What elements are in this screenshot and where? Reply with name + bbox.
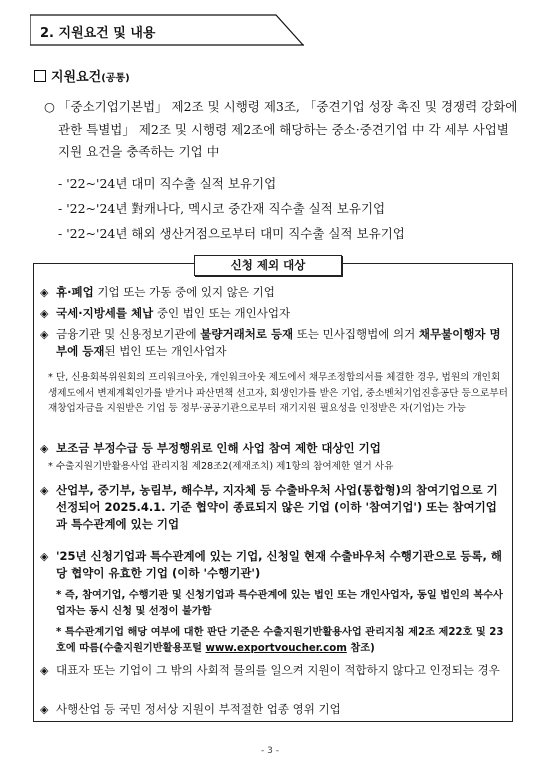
diamond-bullet-icon: ◈ xyxy=(40,307,49,320)
diamond-bullet-icon: ◈ xyxy=(40,484,49,497)
exclusion-item: ◈ 사행산업 등 국민 정서상 지원이 부적절한 업종 영위 기업 xyxy=(40,702,341,716)
exclusion-item: ◈ 금융기관 및 신용정보기관에 불량거래처로 등재 또는 민사집행법에 의거 채무불이행자 명부에 등재된 법인 또는 개인사업자 xyxy=(40,327,501,358)
exclusion-item: ◈ 보조금 부정수급 등 부정행위로 인해 사업 참여 제한 대상인 기업 xyxy=(40,441,381,455)
diamond-bullet-icon: ◈ xyxy=(40,703,49,716)
sub-item: - '22~'24년 對캐나다, 멕시코 중간재 직수출 실적 보유기업 xyxy=(58,201,386,216)
diamond-bullet-icon: ◈ xyxy=(40,286,49,299)
diamond-bullet-icon: ◈ xyxy=(40,442,49,455)
diamond-bullet-icon: ◈ xyxy=(40,550,49,563)
exclusion-item: ◈ 대표자 또는 기업이 그 밖의 사회적 물의를 일으켜 지원이 적합하지 않다고 인정되는 경우 xyxy=(40,663,500,677)
sub-item: - '22~'24년 해외 생산거점으로부터 대미 직수출 실적 보유기업 xyxy=(58,226,405,241)
exclusion-item: ◈ 국세·지방세를 체납 중인 법인 또는 개인사업자 xyxy=(40,306,291,320)
requirements-intro xyxy=(44,96,522,164)
exclusion-note: * 단, 신용회복위원회의 프리워크아웃, 개인워크아웃 제도에서 채무조정합의서를 체결한 경우, 법원의 개인회생제도에서 변제계획인가를 받거나 파산면책 선고자, 회생인가를 받은 기업, 중소벤처기업진흥공단 등으로부터 재창업자금을 지원받은 기업 등 정부·공공기관으로부터 재기지원 필요성을 인정받은 자(기업)는 가능 xyxy=(48,372,508,414)
exclusion-note: * 즉, 참여기업, 수행기관 및 신청기업과 특수관계에 있는 법인 또는 개인사업자, 동일 법인의 복수사업자는 동시 신청 및 선정이 불가함 xyxy=(56,590,503,617)
section-tab xyxy=(30,14,304,46)
sub-item: - '22~'24년 대미 직수출 실적 보유기업 xyxy=(58,176,277,191)
exclusion-title: 신청 제외 대상 xyxy=(194,255,342,276)
exclusion-note: * 특수관계기업 해당 여부에 대한 판단 기준은 수출지원기반활용사업 관리지침 제2조 제22호 및 23호에 따름(수출지원기반활용포털 www.exportvoucher.com 참조) xyxy=(56,627,504,654)
diamond-bullet-icon: ◈ xyxy=(40,664,49,677)
section-title: 2. 지원요건 및 내용 xyxy=(40,26,156,41)
intro-text: 「중소기업기본법」 제2조 및 시행령 제3조, 「중견기업 성장 촉진 및 경쟁력 강화에 관한 특별법」 제2조 및 시행령 제2조에 해당하는 중소·중견기업 中 각 세부 사업별 지원 요건을 충족하는 기업 中 xyxy=(58,99,518,159)
page-number: - 3 - xyxy=(261,746,279,756)
diamond-bullet-icon: ◈ xyxy=(40,328,49,341)
exclusion-item: ◈ 휴·폐업 기업 또는 가동 중에 있지 않은 기업 xyxy=(40,285,275,299)
requirements-heading: 지원요건(공통) xyxy=(34,66,130,85)
exclusion-item: ◈ '25년 신청기업과 특수관계에 있는 기업, 신청일 현재 수출바우처 수행기관으로 등록, 해당 협약이 유효한 기업 (이하 '수행기관') xyxy=(40,549,503,580)
square-bullet-icon xyxy=(34,70,46,82)
circle-bullet-icon: ○ xyxy=(44,99,55,114)
exportvoucher-link[interactable]: www.exportvoucher.com xyxy=(205,643,347,654)
exclusion-item: ◈ 산업부, 중기부, 농림부, 해수부, 지자체 등 수출바우처 사업(통합형)의 참여기업으로 기선정되어 2025.4.1. 기준 협약이 종료되지 않은 기업 (이하 '참여기업') 또는 참여기업과 특수관계에 있는 기업 xyxy=(40,483,498,531)
exclusion-note: * 수출지원기반활용사업 관리지침 제28조2(제재조치) 제1항의 참여제한 열거 사유 xyxy=(48,461,394,472)
